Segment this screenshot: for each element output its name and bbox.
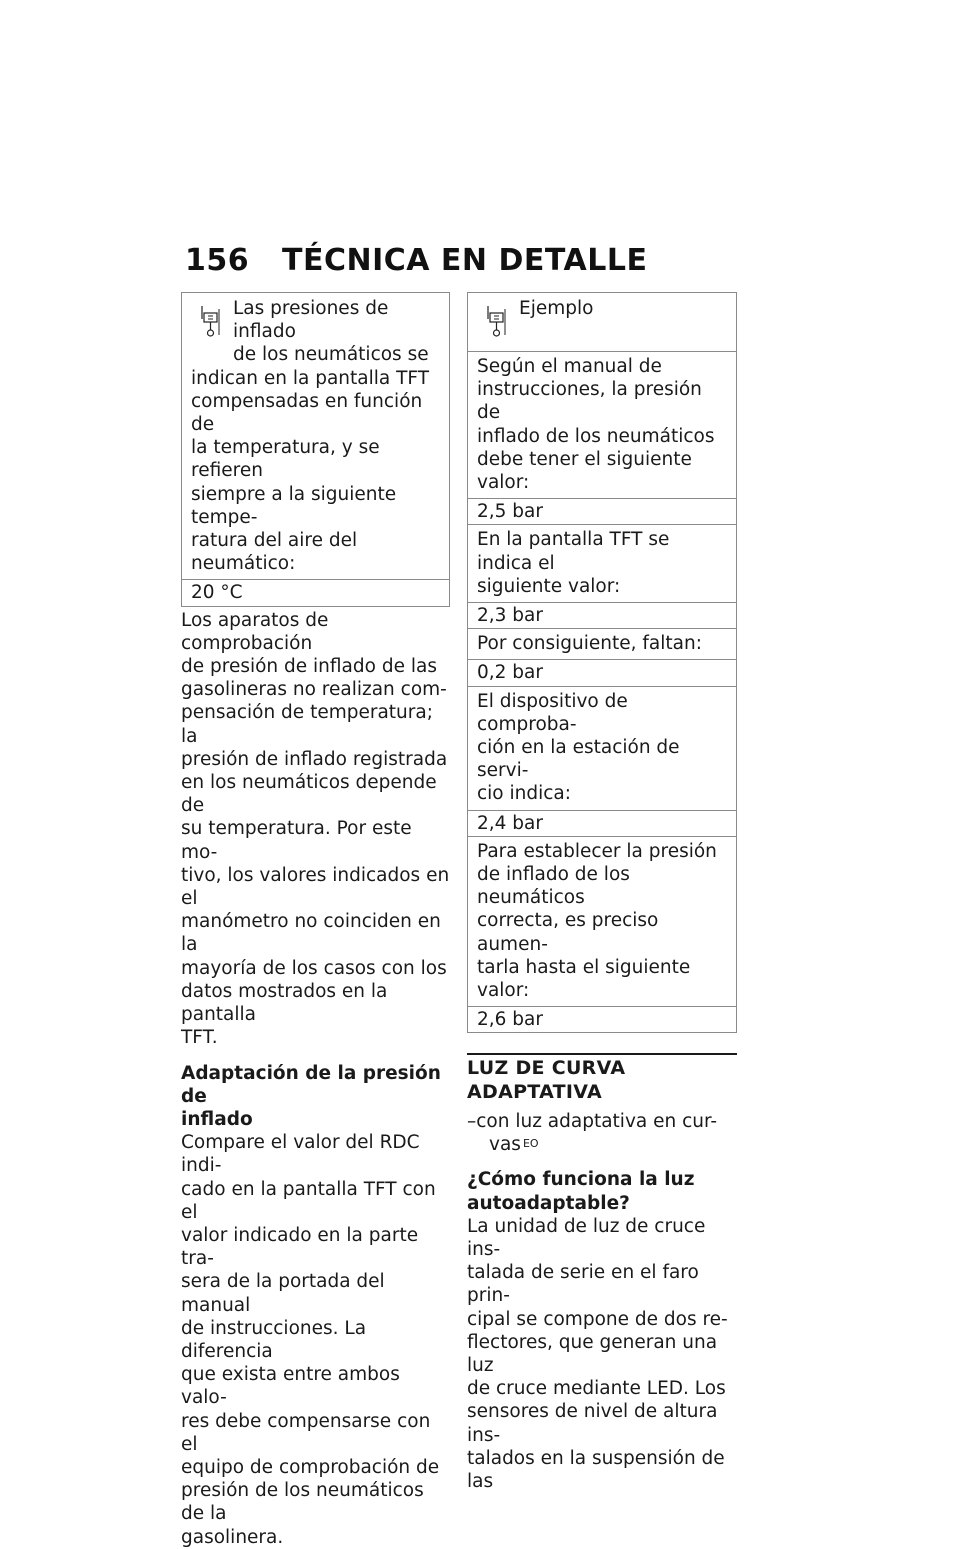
text-line: sensores de nivel de altura ins- [467,1401,718,1446]
pressure-adaptation-heading [181,1062,450,1132]
text-line: gasolineras no realizan com- [181,679,447,701]
text-line: compensadas en función de [191,390,423,436]
page-title: TÉCNICA EN DETALLE [282,243,648,278]
text-line: indican en la pantalla TFT [191,367,430,389]
text-line: inflado de los neumáticos [477,425,715,447]
page-number: 156 [185,243,250,278]
text-line: en los neumáticos depende de [181,772,437,817]
example-row-value: 0,2 bar [468,659,736,685]
text-line: manómetro no coinciden en la [181,911,441,956]
text-line: res debe compensarse con el [181,1410,431,1455]
text-line: talados en la suspensión de las [467,1447,725,1492]
text-line: presión de los neumáticos de la [181,1480,424,1525]
text-line: de cruce mediante LED. Los [467,1378,726,1400]
section-heading: LUZ DE CURVA ADAPTATIVA [467,1053,737,1103]
text-line: Según el manual de [477,356,662,377]
adaptive-light-paragraph [467,1215,737,1493]
example-row-value: 2,5 bar [468,498,736,524]
example-row-text [468,524,736,602]
text-line: Adaptación de la presión de [181,1062,441,1107]
text-line: ratura del aire del neumático: [191,530,358,575]
text-line: tivo, los valores indicados en el [181,864,450,910]
text-line: cio indica: [477,783,571,805]
text-line: cado en la pantalla TFT con el [181,1178,436,1223]
text-line: autoadaptable? [467,1192,630,1214]
tire-pressure-note-box [181,292,450,607]
text-line: TFT. [181,1027,218,1049]
text-line: que exista entre ambos valo- [181,1364,400,1409]
text-line: siempre a la siguiente tempe- [191,483,397,528]
bullet-continuation: vas $^{EO}$ [489,1134,539,1156]
text-line: correcta, es preciso aumen- [477,910,659,955]
example-row-value: 2,3 bar [468,602,736,628]
text-line: de inflado de los neumáticos [477,864,630,909]
example-row-value: 2,4 bar [468,810,736,836]
text-line: sera de la portada del manual [181,1271,385,1316]
left-column [181,292,450,1549]
note-value-cell: 20 °C [182,579,449,605]
note-rest-lines [191,367,440,576]
page-header [185,243,745,283]
info-wrench-icon [486,305,508,339]
text-line: equipo de comprobación de [181,1456,440,1478]
text-line: La unidad de luz de cruce ins- [467,1215,706,1260]
example-row-text [468,686,736,810]
equipment-bullet [467,1110,737,1156]
text-line: la temperatura, y se refieren [191,437,380,482]
example-label: Ejemplo [519,298,594,319]
info-wrench-icon [200,305,222,339]
text-line: presión de inflado registrada [181,748,448,770]
text-line: siguiente valor: [477,575,621,597]
text-line: El dispositivo de comproba- [477,690,628,735]
text-line: pensación de temperatura; la [181,702,433,747]
example-row-text [468,351,736,498]
note-first-lines [191,297,440,367]
text-line: de los neumáticos se [233,344,429,366]
text-line: Compare el valor del RDC indi- [181,1132,420,1177]
text-line: de instrucciones. La diferencia [181,1317,367,1362]
right-column [467,292,737,1493]
text-line: valor indicado en la parte tra- [181,1224,419,1270]
option-code: EO [522,1137,539,1151]
text-line: debe tener el siguiente valor: [477,448,692,494]
text-line: datos mostrados en la pantalla [181,980,388,1026]
example-row-value: 2,6 bar [468,1006,736,1032]
example-header-cell [468,293,736,351]
text-line: talada de serie en el faro prin- [467,1262,699,1307]
text-line: flectores, que generan una luz [467,1331,718,1376]
text-line: tarla hasta el siguiente valor: [477,956,691,1002]
text-line: de presión de inflado de las [181,656,437,678]
text-line: Para establecer la presión [477,840,717,862]
text-line: inflado [181,1108,253,1130]
note-text-cell [182,293,449,579]
text-line: mayoría de los casos con los [181,957,447,979]
text-line: gasolinera. [181,1526,284,1548]
example-row-text [468,628,736,659]
example-table [467,292,737,1033]
compare-paragraph [181,1131,450,1549]
text-line: En la pantalla TFT se indica el [477,529,670,574]
example-row-text [468,836,736,1006]
bullet-text: –con luz adaptativa en cur- [467,1110,718,1132]
text-line: su temperatura. Por este mo- [181,818,412,863]
text-line: ción en la estación de servi- [477,737,680,782]
how-it-works-heading [467,1168,737,1214]
text-line: Las presiones de inflado [233,298,389,343]
text-line: ¿Cómo funciona la luz [467,1169,695,1191]
temperature-paragraph [181,609,450,1050]
text-line: Por consiguiente, faltan: [477,633,702,655]
text-line: Los aparatos de comprobación [181,609,329,654]
text-line: instrucciones, la presión de [477,379,702,424]
text-line: cipal se compone de dos re- [467,1308,728,1330]
